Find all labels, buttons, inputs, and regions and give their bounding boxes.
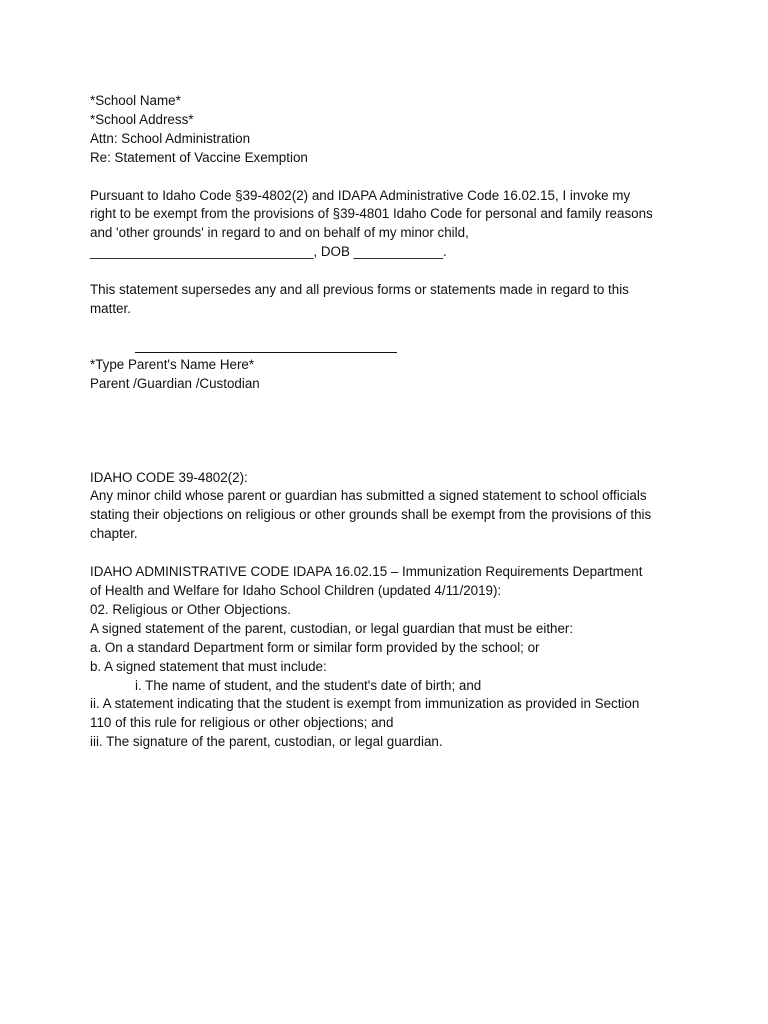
signature-line — [135, 341, 397, 353]
paragraph-line: matter. — [90, 300, 131, 316]
signature-block — [90, 341, 690, 394]
document-page — [90, 92, 690, 752]
supersedes-paragraph — [90, 281, 690, 319]
re-line: Re: Statement of Vaccine Exemption — [90, 149, 308, 165]
idapa-section — [90, 563, 690, 752]
spacer — [90, 262, 690, 281]
paragraph-line: and 'other grounds' in regard to and on behalf of my minor child, — [90, 225, 469, 241]
spacer — [90, 544, 690, 563]
school-name: *School Name* — [90, 93, 181, 108]
spacer — [90, 394, 690, 469]
idapa-item-a: a. On a standard Department form or similar form provided by the school; or — [90, 639, 540, 655]
paragraph-line: right to be exempt from the provisions of §39-4801 Idaho Code for personal and family reasons — [90, 206, 653, 222]
exemption-paragraph — [90, 187, 690, 263]
spacer — [90, 168, 690, 187]
parent-name-placeholder: *Type Parent's Name Here* — [90, 356, 255, 372]
child-name-dob-blanks: ______________________________, DOB ____________. — [90, 244, 447, 260]
idapa-intro: A signed statement of the parent, custodian, or legal guardian that must be either: — [90, 620, 574, 636]
idapa-item-i: i. The name of student, and the student's date of birth; and — [135, 677, 482, 693]
idaho-code-line: stating their objections on religious or other grounds shall be exempt from the provisions of this — [90, 507, 652, 523]
idapa-item-ii: ii. A statement indicating that the student is exempt from immunization as provided in Section — [90, 696, 640, 712]
idapa-item-iii: iii. The signature of the parent, custodian, or legal guardian. — [90, 734, 443, 750]
idapa-item-b: b. A signed statement that must include: — [90, 658, 327, 674]
idapa-heading-line: IDAHO ADMINISTRATIVE CODE IDAPA 16.02.15 – Immunization Requirements Department — [90, 564, 643, 580]
idaho-code-line: chapter. — [90, 526, 138, 542]
idapa-heading-line: of Health and Welfare for Idaho School Children (updated 4/11/2019): — [90, 582, 502, 598]
paragraph-line: This statement supersedes any and all previous forms or statements made in regard to this — [90, 282, 629, 298]
idaho-code-heading: IDAHO CODE 39-4802(2): — [90, 469, 248, 485]
letter-header — [90, 92, 690, 168]
spacer — [90, 319, 690, 338]
idapa-item-ii-cont: 110 of this rule for religious or other objections; and — [90, 715, 394, 731]
idaho-code-line: Any minor child whose parent or guardian has submitted a signed statement to school officials — [90, 488, 647, 504]
parent-role: Parent /Guardian /Custodian — [90, 375, 260, 391]
idapa-section-title: 02. Religious or Other Objections. — [90, 601, 291, 617]
attn-line: Attn: School Administration — [90, 130, 251, 146]
paragraph-line: Pursuant to Idaho Code §39-4802(2) and IDAPA Administrative Code 16.02.15, I invoke my — [90, 187, 631, 203]
idaho-code-section — [90, 469, 690, 545]
school-address: *School Address* — [90, 111, 194, 127]
